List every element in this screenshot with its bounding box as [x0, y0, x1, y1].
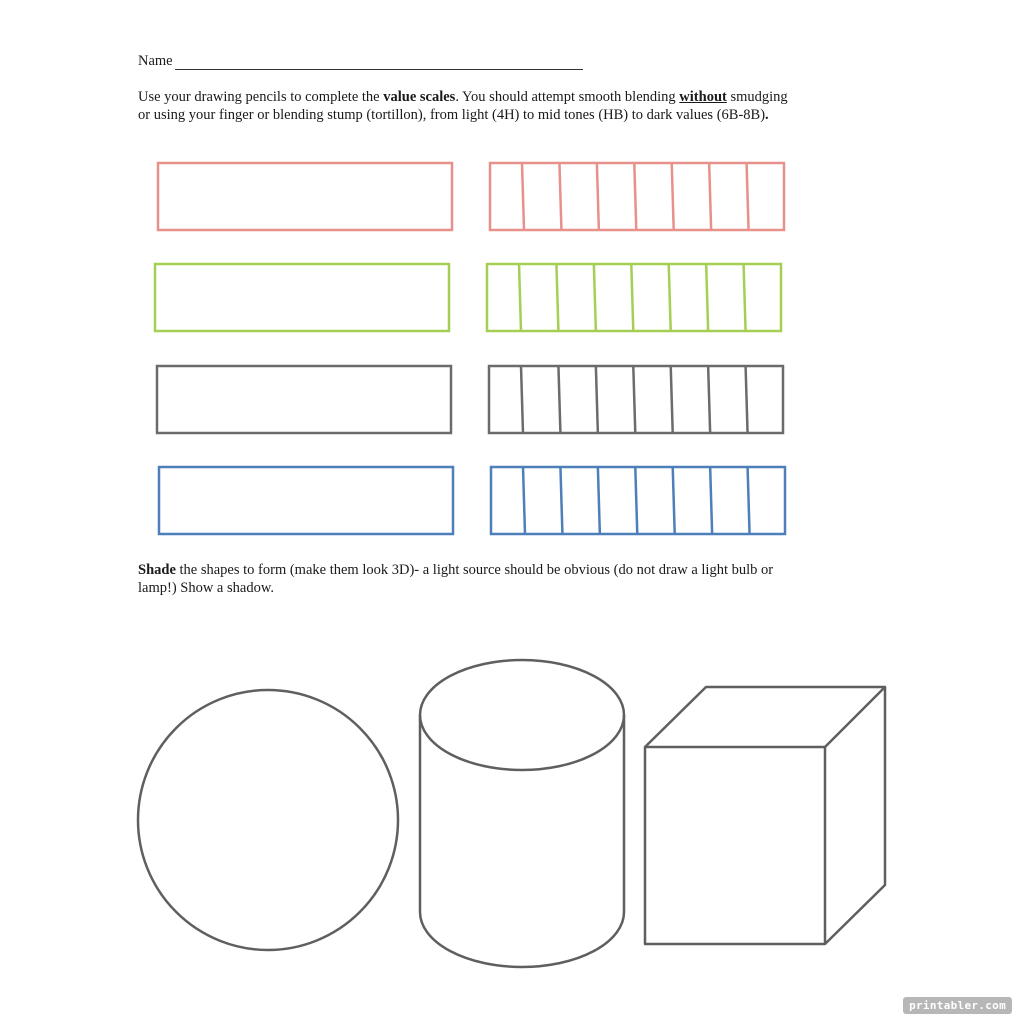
instructions-text-1: Use your drawing pencils to complete the [138, 89, 384, 105]
instructions-text-4: or using your finger or blending stump (tortillon), from light (4H) to mid tones (HB) to dark values (6B-8B) [138, 107, 766, 123]
instructions-period: . [765, 107, 769, 123]
shade-bold-word: Shade [138, 562, 176, 578]
cube-outline [645, 687, 885, 944]
shade-text-2: lamp!) Show a shadow. [138, 580, 274, 596]
watermark-badge: printabler.com [903, 997, 1012, 1014]
instructions-underlined-without: without [679, 89, 727, 105]
instructions-text-3: smudging [726, 89, 788, 105]
instructions-text-2: . You should attempt smooth blending [455, 89, 680, 105]
name-label: Name [138, 53, 173, 69]
instructions-bold-value-scales: value scales [383, 89, 456, 105]
cylinder-outline [420, 660, 624, 967]
shade-text-1: the shapes to form (make them look 3D)- a light source should be obvious (do not draw a light bulb or [175, 562, 774, 578]
sphere-outline [138, 690, 398, 950]
